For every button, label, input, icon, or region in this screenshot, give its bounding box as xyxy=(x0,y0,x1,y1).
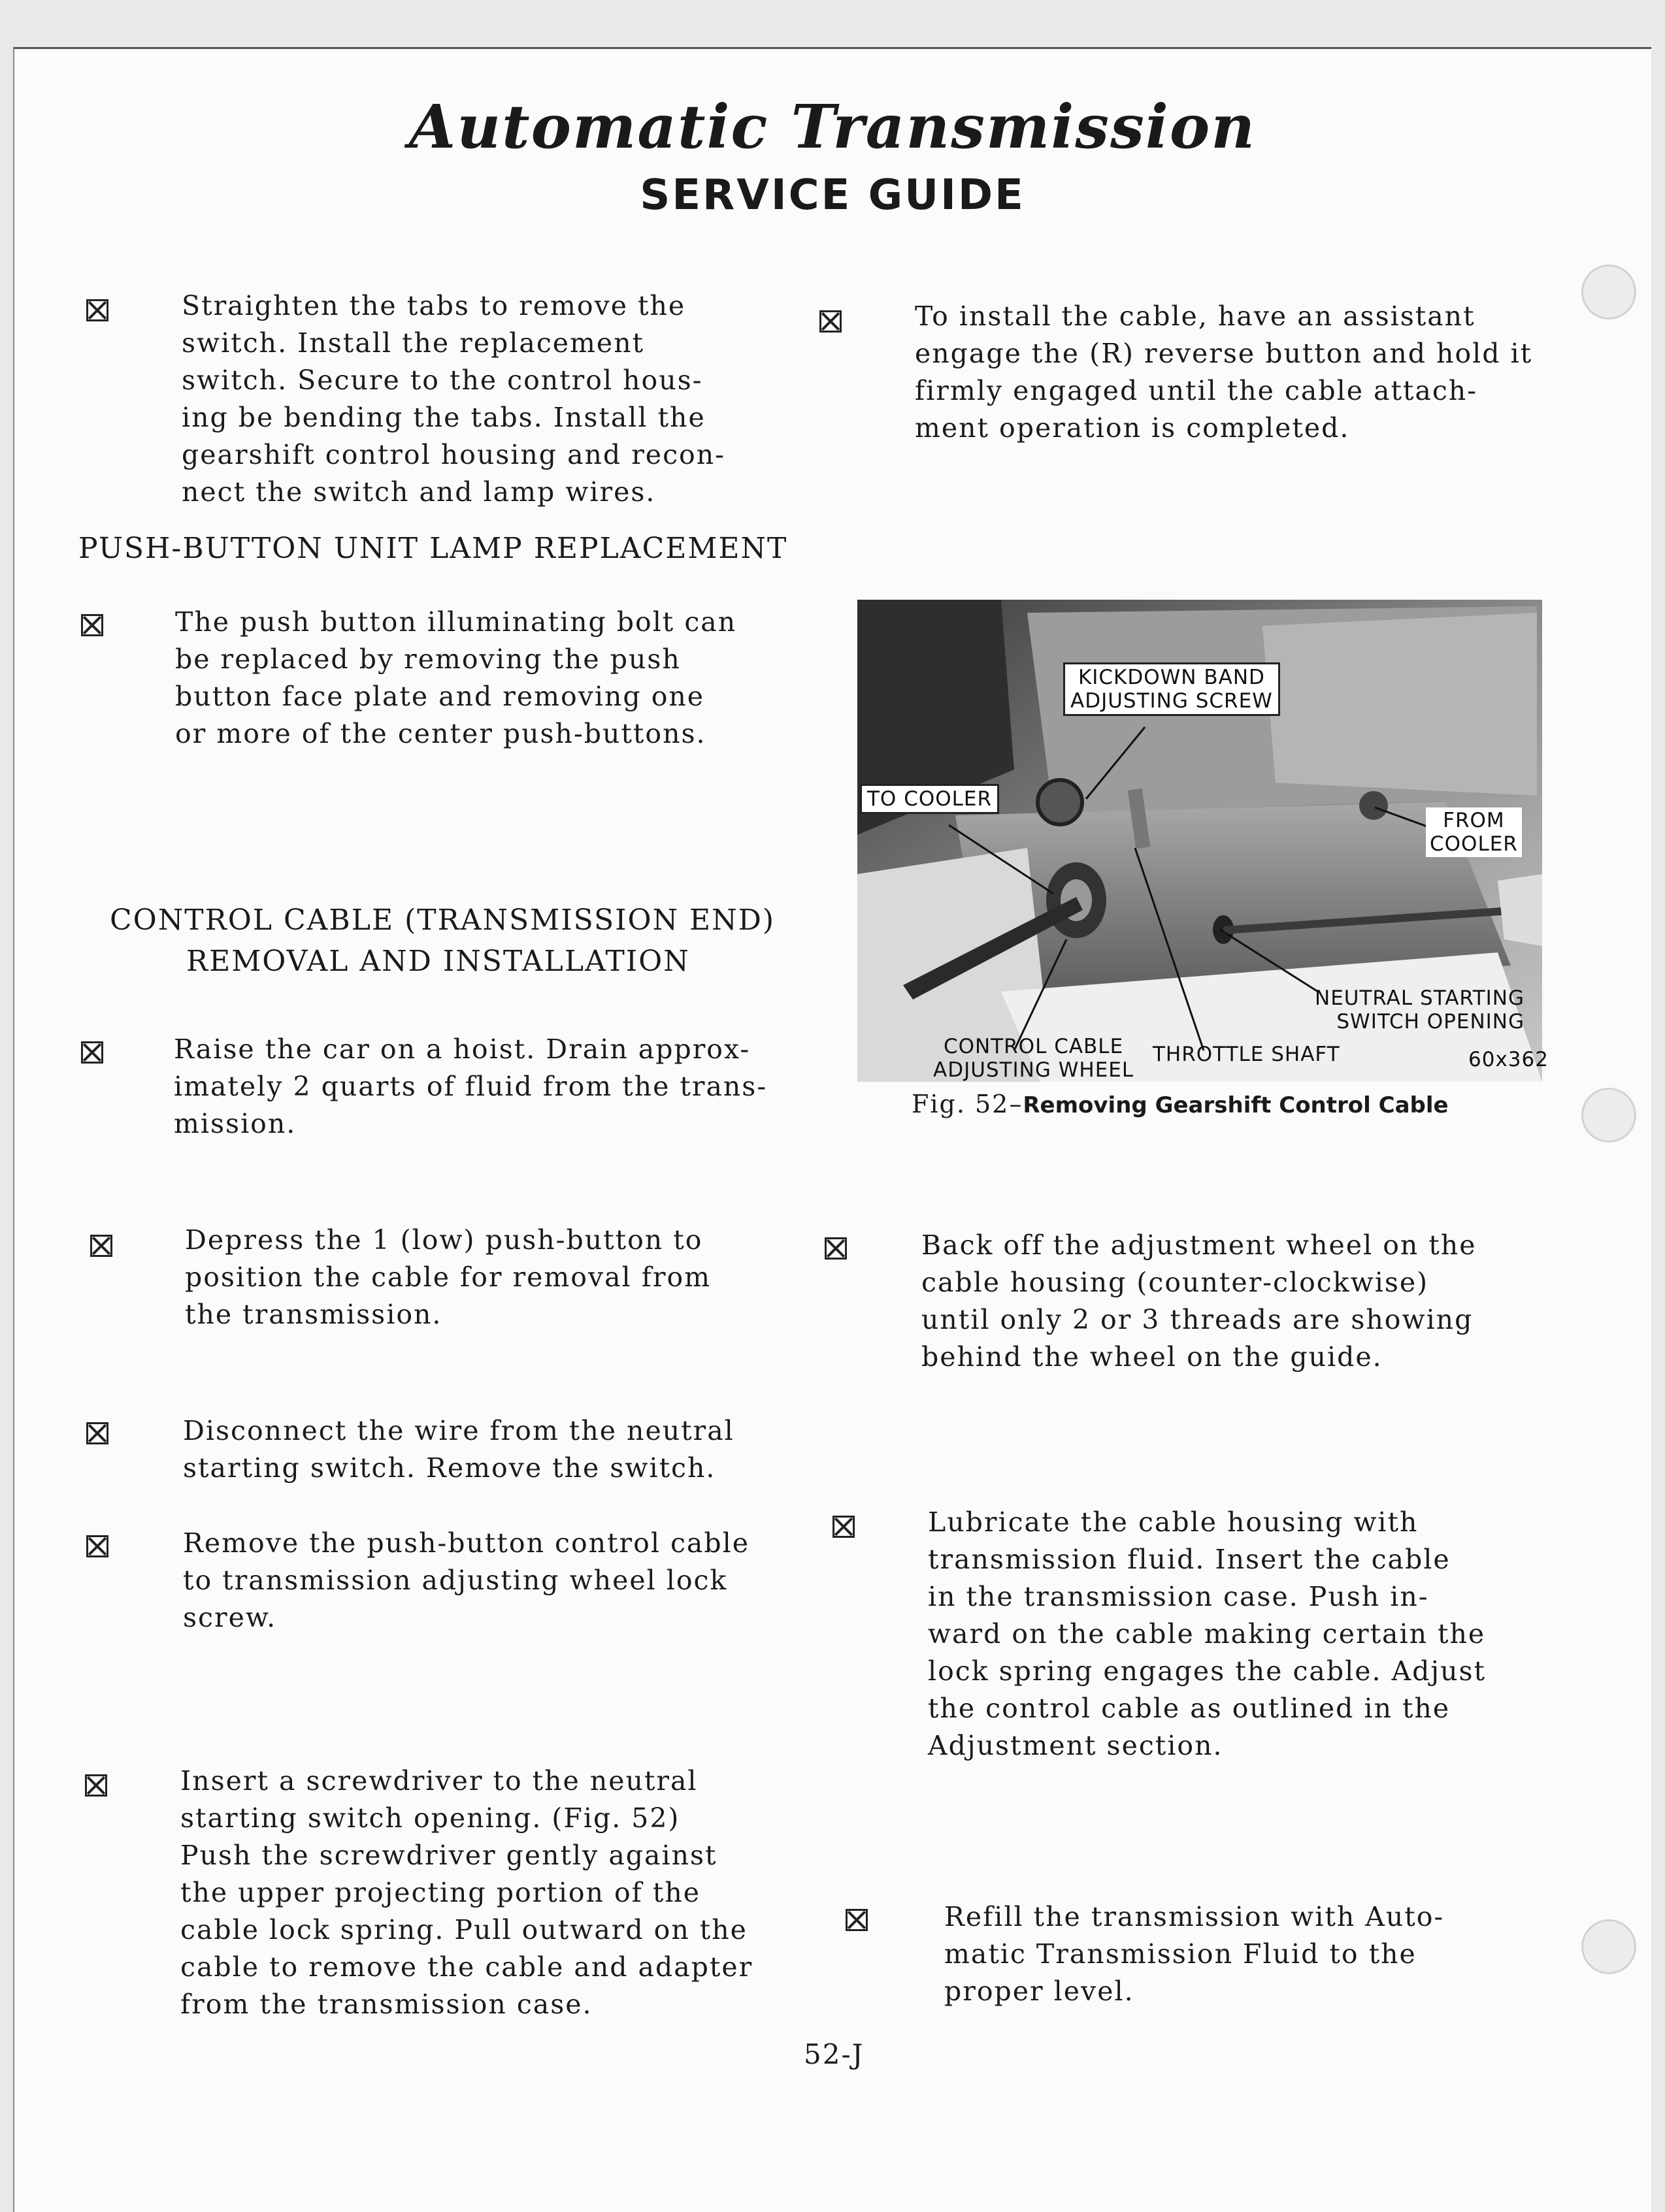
text-line: firmly engaged until the cable attach- xyxy=(915,375,1478,406)
paragraph-refill-fluid xyxy=(944,1898,1444,2010)
paragraph-depress-button xyxy=(185,1222,711,1333)
checkbox-bullet-icon xyxy=(86,1535,108,1557)
text-line: gearshift control housing and recon- xyxy=(182,439,725,470)
paragraph-remove-cable-screw xyxy=(183,1525,750,1636)
checkbox-bullet-icon xyxy=(85,1774,107,1797)
text-line: ward on the cable making certain the xyxy=(928,1618,1486,1650)
label-control-cable xyxy=(933,1035,1134,1082)
document-title: Automatic Transmission xyxy=(408,91,1257,162)
figure-transmission-photo xyxy=(857,600,1549,1082)
label-line: SWITCH OPENING xyxy=(1336,1010,1525,1033)
text-line: the upper projecting portion of the xyxy=(180,1877,701,1908)
paragraph-lubricate-cable xyxy=(928,1504,1486,1765)
label-line: COOLER xyxy=(1430,832,1518,856)
checkbox-bullet-icon xyxy=(90,1235,112,1257)
caption-prefix: Fig. 52– xyxy=(912,1090,1023,1118)
punch-hole xyxy=(1581,265,1636,319)
checkbox-bullet-icon xyxy=(825,1237,847,1260)
text-line: Adjustment section. xyxy=(928,1730,1223,1761)
label-line: CONTROL CABLE xyxy=(943,1035,1124,1058)
text-line: starting switch opening. (Fig. 52) xyxy=(180,1802,680,1834)
label-line: NEUTRAL STARTING xyxy=(1315,986,1525,1010)
checkbox-bullet-icon xyxy=(832,1516,855,1538)
text-line: Remove the push-button control cable xyxy=(183,1527,750,1559)
text-line: To install the cable, have an assistant xyxy=(915,301,1475,332)
text-line: imately 2 quarts of fluid from the trans- xyxy=(174,1071,768,1102)
paragraph-remove-switch xyxy=(182,287,725,511)
text-line: engage the (R) reverse button and hold it xyxy=(915,338,1533,369)
text-line: Insert a screwdriver to the neutral xyxy=(180,1765,698,1797)
text-line: until only 2 or 3 threads are showing xyxy=(921,1304,1474,1335)
caption-title: Removing Gearshift Control Cable xyxy=(1023,1092,1449,1118)
label-neutral-switch xyxy=(1315,986,1525,1033)
text-line: nect the switch and lamp wires. xyxy=(182,476,656,508)
text-line: Straighten the tabs to remove the xyxy=(182,290,686,321)
text-line: Depress the 1 (low) push-button to xyxy=(185,1224,703,1256)
checkbox-bullet-icon xyxy=(819,310,842,333)
text-line: screw. xyxy=(183,1602,277,1633)
page-number: 52-J xyxy=(804,2038,865,2070)
label-line: ADJUSTING SCREW xyxy=(1070,689,1273,713)
paragraph-lamp-replacement xyxy=(175,604,736,753)
paragraph-disconnect-wire xyxy=(183,1412,734,1487)
text-line: the transmission. xyxy=(185,1299,442,1330)
checkbox-bullet-icon xyxy=(81,614,103,636)
text-line: the control cable as outlined in the xyxy=(928,1693,1451,1724)
document-subtitle: SERVICE GUIDE xyxy=(640,171,1025,220)
text-line: cable lock spring. Pull outward on the xyxy=(180,1914,748,1945)
label-throttle-shaft: THROTTLE SHAFT xyxy=(1153,1043,1340,1066)
label-from-cooler xyxy=(1426,807,1522,857)
paragraph-raise-car xyxy=(174,1031,767,1143)
text-line: position the cable for removal from xyxy=(185,1261,712,1293)
text-line: lock spring engages the cable. Adjust xyxy=(928,1655,1487,1687)
text-line: Push the screwdriver gently against xyxy=(180,1840,717,1871)
text-line: matic Transmission Fluid to the xyxy=(944,1938,1417,1970)
text-line: Refill the transmission with Auto- xyxy=(944,1901,1445,1932)
text-line: Raise the car on a hoist. Drain approx- xyxy=(174,1033,751,1065)
text-line: Lubricate the cable housing with xyxy=(928,1506,1419,1538)
figure-code: 60x362 xyxy=(1468,1048,1549,1071)
checkbox-bullet-icon xyxy=(81,1041,103,1064)
label-line: FROM xyxy=(1443,809,1505,832)
text-line: or more of the center push-buttons. xyxy=(175,718,706,749)
text-line: in the transmission case. Push in- xyxy=(928,1581,1429,1612)
section-heading-cable: CONTROL CABLE (TRANSMISSION END) xyxy=(110,903,776,937)
text-line: switch. Install the replacement xyxy=(182,327,645,359)
text-line: cable housing (counter-clockwise) xyxy=(921,1267,1429,1298)
text-line: The push button illuminating bolt can xyxy=(175,606,737,638)
paragraph-insert-screwdriver xyxy=(180,1763,753,2023)
label-line: ADJUSTING WHEEL xyxy=(933,1058,1134,1082)
text-line: ing be bending the tabs. Install the xyxy=(182,402,706,433)
punch-hole xyxy=(1581,1919,1636,1974)
text-line: mission. xyxy=(174,1108,297,1139)
section-heading-lamp: PUSH-BUTTON UNIT LAMP REPLACEMENT xyxy=(78,532,788,565)
label-to-cooler: TO COOLER xyxy=(860,784,999,814)
text-line: from the transmission case. xyxy=(180,1989,593,2020)
checkbox-bullet-icon xyxy=(846,1909,868,1931)
text-line: transmission fluid. Insert the cable xyxy=(928,1544,1451,1575)
figure-caption xyxy=(912,1090,1449,1118)
text-line: proper level. xyxy=(944,1976,1134,2007)
label-line: KICKDOWN BAND xyxy=(1078,666,1265,689)
section-heading-cable-sub: REMOVAL AND INSTALLATION xyxy=(186,945,690,978)
punch-hole xyxy=(1581,1088,1636,1143)
text-line: cable to remove the cable and adapter xyxy=(180,1951,753,1983)
checkbox-bullet-icon xyxy=(86,299,108,321)
text-line: be replaced by removing the push xyxy=(175,643,681,675)
text-line: starting switch. Remove the switch. xyxy=(183,1452,716,1484)
text-line: to transmission adjusting wheel lock xyxy=(183,1565,728,1596)
paragraph-install-cable xyxy=(915,298,1532,447)
text-line: ment operation is completed. xyxy=(915,412,1350,444)
paragraph-back-off-wheel xyxy=(921,1227,1476,1376)
label-kickdown-band xyxy=(1063,662,1280,716)
text-line: Back off the adjustment wheel on the xyxy=(921,1229,1477,1261)
text-line: switch. Secure to the control hous- xyxy=(182,365,703,396)
text-line: behind the wheel on the guide. xyxy=(921,1341,1383,1373)
checkbox-bullet-icon xyxy=(86,1422,108,1444)
text-line: button face plate and removing one xyxy=(175,681,705,712)
text-line: Disconnect the wire from the neutral xyxy=(183,1415,734,1446)
